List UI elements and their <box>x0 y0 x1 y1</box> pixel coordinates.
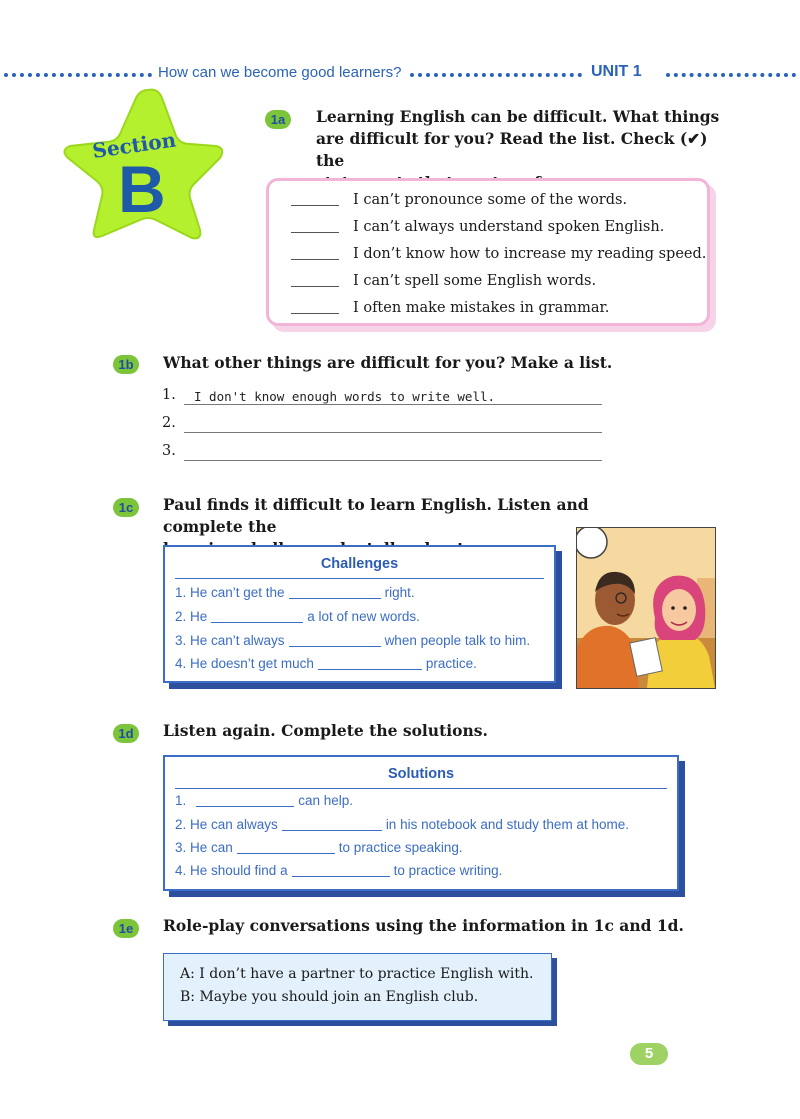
row-text: in his notebook and study them at home. <box>385 817 629 832</box>
row-text: to practice speaking. <box>338 840 463 855</box>
instruction-1a-line: Learning English can be difficult. What things <box>316 107 720 126</box>
row-text: 3. He can <box>175 840 233 855</box>
row-text: 3. He can’t always <box>175 633 285 648</box>
unit-question: How can we become good learners? <box>158 64 402 81</box>
statement-row <box>291 241 706 267</box>
row-text: right. <box>384 585 415 600</box>
item-number: 3. <box>162 443 176 459</box>
section-b-star-icon <box>56 84 226 244</box>
exercise-badge-1a: 1a <box>265 110 291 129</box>
dialog-line-b: B: Maybe you should join an English club. <box>180 989 479 1005</box>
statement-row <box>291 268 596 294</box>
row-text: 1. He can’t get the <box>175 585 285 600</box>
instruction-1a-line: are difficult for you? Read the list. Check (✔) the <box>316 129 708 170</box>
list-item[interactable] <box>162 440 602 466</box>
row-text: when people talk to him. <box>384 633 531 648</box>
row-text: 4. He doesn’t get much <box>175 656 314 671</box>
row-text: a lot of new words. <box>307 609 420 624</box>
header-dots-left <box>4 73 152 77</box>
solution-row <box>175 863 502 878</box>
header-dots-right <box>666 73 796 77</box>
exercise-badge-1b: 1b <box>113 355 139 374</box>
row-text: to practice writing. <box>393 863 503 878</box>
fill-blank[interactable] <box>282 830 382 831</box>
row-text: 2. He <box>175 609 208 624</box>
check-blank[interactable] <box>291 259 339 260</box>
dialog-box <box>163 953 552 1021</box>
statements-box <box>266 178 710 326</box>
conversation-illustration <box>576 527 716 689</box>
statement-text: I can’t spell some English words. <box>353 273 597 289</box>
check-blank[interactable] <box>291 313 339 314</box>
challenge-row <box>175 585 415 600</box>
row-text: 1. <box>175 793 187 808</box>
difficulty-list <box>162 384 602 466</box>
fill-blank[interactable] <box>289 646 381 647</box>
title-rule <box>175 578 544 579</box>
statement-text: I can’t always understand spoken English. <box>353 219 665 235</box>
solution-row <box>175 793 353 808</box>
challenges-table <box>163 545 556 683</box>
instruction-1e: Role-play conversations using the information in 1c and 1d. <box>163 916 684 935</box>
statement-row <box>291 214 664 240</box>
row-text: practice. <box>425 656 477 671</box>
list-item[interactable] <box>162 384 602 410</box>
challenges-title: Challenges <box>320 556 399 572</box>
statement-text: I often make mistakes in grammar. <box>353 300 610 316</box>
exercise-badge-1c: 1c <box>113 498 139 517</box>
solutions-title: Solutions <box>387 766 455 782</box>
statement-text: I can’t pronounce some of the words. <box>353 192 628 208</box>
fill-blank[interactable] <box>289 598 381 599</box>
exercise-badge-1e: 1e <box>113 919 139 938</box>
title-rule <box>175 788 667 789</box>
list-item[interactable] <box>162 412 602 438</box>
challenge-row <box>175 656 477 671</box>
check-blank[interactable] <box>291 286 339 287</box>
clock-icon <box>576 527 607 558</box>
check-blank[interactable] <box>291 232 339 233</box>
row-text: can help. <box>298 793 354 808</box>
answer-line <box>184 404 602 405</box>
item-number: 2. <box>162 415 176 431</box>
section-letter: B <box>118 152 166 226</box>
statement-text: I don’t know how to increase my reading speed. <box>353 246 707 262</box>
fill-blank[interactable] <box>196 806 294 807</box>
solutions-table <box>163 755 679 891</box>
instruction-1c-line: Paul finds it difficult to learn English. Listen and complete the <box>163 495 589 536</box>
fill-blank[interactable] <box>237 853 335 854</box>
row-text: 2. He can always <box>175 817 278 832</box>
check-blank[interactable] <box>291 205 339 206</box>
fill-blank[interactable] <box>211 622 303 623</box>
answer-line <box>184 460 602 461</box>
statement-row <box>291 187 627 213</box>
fill-blank[interactable] <box>292 876 390 877</box>
exercise-badge-1d: 1d <box>113 724 139 743</box>
challenge-row <box>175 609 420 624</box>
section-word: Section <box>90 127 178 163</box>
statement-row <box>291 295 609 321</box>
instruction-1d: Listen again. Complete the solutions. <box>163 721 488 740</box>
dialog-line-a: A: I don’t have a partner to practice English with. <box>180 966 534 982</box>
item-number: 1. <box>162 387 176 403</box>
instruction-1b: What other things are difficult for you? Make a list. <box>163 353 613 372</box>
challenge-row <box>175 633 530 648</box>
page-number: 5 <box>630 1043 668 1065</box>
header-dots-middle <box>410 73 582 77</box>
handwritten-answer: I don't know enough words to write well. <box>194 389 496 404</box>
answer-line <box>184 432 602 433</box>
solution-row <box>175 840 463 855</box>
row-text: 4. He should find a <box>175 863 288 878</box>
unit-label: UNIT 1 <box>591 63 642 80</box>
solution-row <box>175 817 629 832</box>
fill-blank[interactable] <box>318 669 422 670</box>
